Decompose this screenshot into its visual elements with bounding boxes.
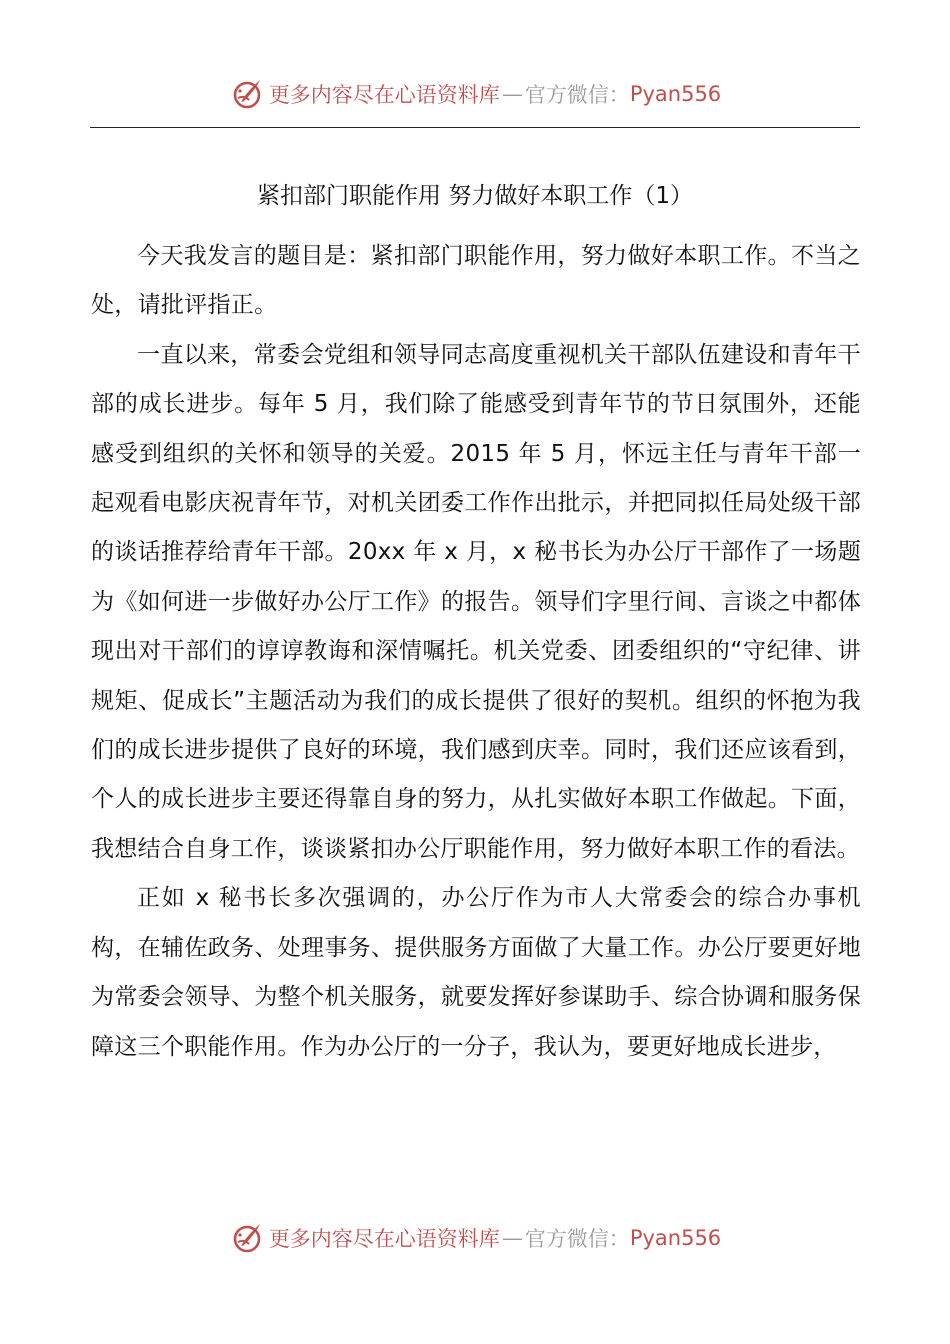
header-banner-text: 更多内容尽在心语资料库	[268, 83, 500, 107]
header-banner-separator: —	[501, 82, 523, 106]
paragraph: 一直以来，常委会党组和领导同志高度重视机关干部队伍建设和青年干部的成长进步。每年 5 月，我们除了能感受到青年节的节日氛围外，还能感受到组织的关怀和领导的关爱。2015 年 5 月，怀远主任与青年干部一起观看电影庆祝青年节，对机关团委工作作出批示，并把同拟任局处级干部的谈话推荐给青年干部。20xx 年 x 月，x 秘书长为办公厅干部作了一场题为《如何进一步做好办公厅工作》的报告。领导们字里行间、言谈之中都体现出对干部们的谆谆教诲和深情嘱托。机关党委、团委组织的“守纪律、讲规矩、促成长”主题活动为我们的成长提供了很好的契机。组织的怀抱为我们的成长进步提供了良好的环境，我们感到庆幸。同时，我们还应该看到，个人的成长进步主要还得靠自身的努力，从扎实做好本职工作做起。下面，我想结合自身工作，谈谈紧扣办公厅职能作用，努力做好本职工作的看法。	[91, 341, 861, 862]
header-banner-content	[229, 76, 721, 112]
footer-wechat-label: 官方微信：	[524, 1227, 630, 1251]
header-divider	[90, 127, 860, 128]
paragraph: 正如 x 秘书长多次强调的，办公厅作为市人大常委会的综合办事机构，在辅佐政务、处理事务、提供服务方面做了大量工作。办公厅要更好地为常委会领导、为整个机关服务，就要发挥好参谋助手、综合协调和服务保障这三个职能作用。作为办公厅的一分子，我认为，要更好地成长进步，	[91, 885, 861, 1060]
paragraph: 今天我发言的题目是：紧扣部门职能作用，努力做好本职工作。不当之处，请批评指正。	[91, 243, 861, 319]
footer-banner-text: 更多内容尽在心语资料库	[268, 1227, 500, 1251]
document-title: 紧扣部门职能作用 努力做好本职工作（1）	[257, 183, 693, 209]
footer-wechat-id: Pyan556	[629, 1226, 722, 1250]
document-body	[91, 232, 861, 1072]
header-wechat-id: Pyan556	[629, 82, 722, 106]
footer-banner-content	[229, 1220, 721, 1256]
footer-banner	[0, 1216, 950, 1260]
quill-seal-logo-icon	[229, 1220, 265, 1256]
header-wechat-label: 官方微信：	[524, 83, 630, 107]
footer-banner-separator: —	[501, 1226, 523, 1250]
header-banner	[0, 72, 950, 116]
quill-seal-logo-icon	[229, 76, 265, 112]
